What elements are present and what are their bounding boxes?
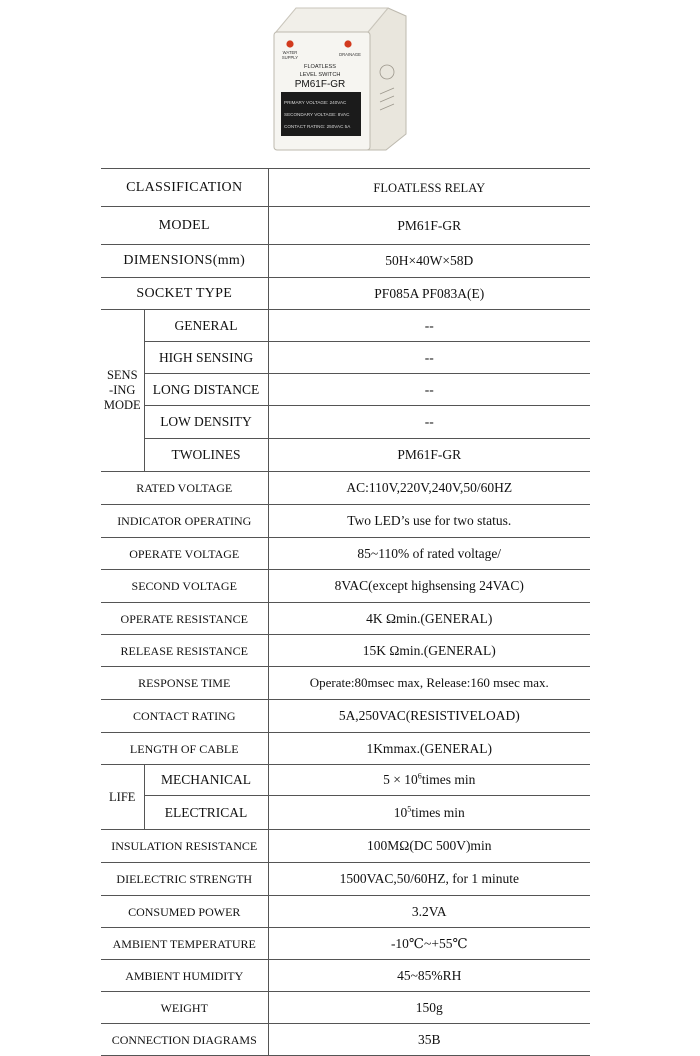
contact-rating-label: CONTACT RATING [101, 700, 268, 733]
led-left-label-1: WATER [282, 50, 298, 55]
product-spec-3: CONTACT RATING: 250VAC 5A [284, 124, 351, 129]
table-row [101, 667, 590, 700]
ambient-humidity-label: AMBIENT HUMIDITY [101, 960, 268, 992]
response-time-label: RESPONSE TIME [101, 667, 268, 700]
classification-value: FLOATLESS RELAY [268, 169, 590, 207]
table-row [101, 830, 590, 863]
led-right-label: DRAINAGE [339, 52, 361, 57]
dielectric-strength-value: 1500VAC,50/60HZ, for 1 minute [268, 863, 590, 896]
table-row [101, 245, 590, 278]
model-value: PM61F-GR [268, 207, 590, 245]
dimensions-label: DIMENSIONS(mm) [101, 245, 268, 278]
classification-label: CLASSIFICATION [101, 169, 268, 207]
table-row [101, 765, 590, 796]
operate-voltage-label: OPERATE VOLTAGE [101, 538, 268, 570]
contact-rating-value: 5A,250VAC(RESISTIVELOAD) [268, 700, 590, 733]
table-row [101, 505, 590, 538]
ambient-temperature-value: -10℃~+55℃ [268, 928, 590, 960]
sensing-mode-line-3: MODE [103, 398, 141, 412]
release-resistance-label: RELEASE RESISTANCE [101, 635, 268, 667]
operate-voltage-value: 85~110% of rated voltage/ [268, 538, 590, 570]
insulation-resistance-value: 100MΩ(DC 500V)min [268, 830, 590, 863]
table-row [101, 928, 590, 960]
operate-resistance-value: 4K Ωmin.(GENERAL) [268, 603, 590, 635]
product-spec-2: SECONDARY VOLTAGE: 8VAC [284, 112, 350, 117]
table-row [101, 863, 590, 896]
table-row [101, 896, 590, 928]
sensing-high-label: HIGH SENSING [144, 342, 268, 374]
connection-diagrams-value: 35B [268, 1024, 590, 1056]
cable-length-label: LENGTH OF CABLE [101, 733, 268, 765]
second-voltage-value: 8VAC(except highsensing 24VAC) [268, 570, 590, 603]
table-row [101, 635, 590, 667]
relay-product-image [268, 2, 412, 154]
sensing-low-density-value: -- [268, 406, 590, 439]
sensing-mode-line-2: -ING [109, 383, 136, 397]
dimensions-value: 50H×40W×58D [268, 245, 590, 278]
table-row [101, 960, 590, 992]
electrical-life-label: ELECTRICAL [144, 796, 268, 830]
insulation-resistance-label: INSULATION RESISTANCE [101, 830, 268, 863]
rated-voltage-label: RATED VOLTAGE [101, 472, 268, 505]
table-row [101, 733, 590, 765]
drainage-led-icon [344, 40, 351, 47]
table-row [101, 406, 590, 439]
sensing-general-label: GENERAL [144, 310, 268, 342]
operate-resistance-label: OPERATE RESISTANCE [101, 603, 268, 635]
table-row [101, 169, 590, 207]
table-row [101, 310, 590, 342]
water-supply-led-icon [286, 40, 293, 47]
product-title-1: FLOATLESS [304, 64, 336, 70]
table-row [101, 342, 590, 374]
product-model-label: PM61F-GR [294, 79, 346, 90]
sensing-mode-group-label [101, 310, 144, 472]
consumed-power-value: 3.2VA [268, 896, 590, 928]
sensing-long-distance-value: -- [268, 374, 590, 406]
table-row [101, 700, 590, 733]
sensing-mode-line-1: SENS [106, 368, 138, 382]
table-row [101, 1024, 590, 1056]
table-row [101, 374, 590, 406]
sensing-long-distance-label: LONG DISTANCE [144, 374, 268, 406]
table-row [101, 992, 590, 1024]
indicator-operating-label: INDICATOR OPERATING [101, 505, 268, 538]
weight-label: WEIGHT [101, 992, 268, 1024]
weight-value: 150g [268, 992, 590, 1024]
table-row [101, 603, 590, 635]
product-title-2: LEVEL SWITCH [299, 72, 341, 78]
dielectric-strength-label: DIELECTRIC STRENGTH [101, 863, 268, 896]
table-row [101, 207, 590, 245]
table-row [101, 538, 590, 570]
cable-length-value: 1Kmmax.(GENERAL) [268, 733, 590, 765]
product-spec-1: PRIMARY VOLTAGE: 240VAC [284, 100, 347, 105]
indicator-operating-value: Two LED’s use for two status. [268, 505, 590, 538]
mechanical-life-label: MECHANICAL [144, 765, 268, 796]
socket-type-label: SOCKET TYPE [101, 278, 268, 310]
sensing-high-value: -- [268, 342, 590, 374]
mechanical-life-value: $5 \times 10^6times$ min [268, 765, 590, 796]
rated-voltage-value: AC:110V,220V,240V,50/60HZ [268, 472, 590, 505]
sensing-twolines-value: PM61F-GR [268, 439, 590, 472]
second-voltage-label: SECOND VOLTAGE [101, 570, 268, 603]
release-resistance-value: 15K Ωmin.(GENERAL) [268, 635, 590, 667]
table-row [101, 278, 590, 310]
life-group-label: LIFE [101, 765, 144, 830]
led-left-label-2: SUPPLY [281, 55, 299, 60]
table-row [101, 796, 590, 830]
table-row [101, 472, 590, 505]
electrical-life-value: $10^5times$ min [268, 796, 590, 830]
table-row [101, 570, 590, 603]
connection-diagrams-label: CONNECTION DIAGRAMS [101, 1024, 268, 1056]
model-label: MODEL [101, 207, 268, 245]
consumed-power-label: CONSUMED POWER [101, 896, 268, 928]
ambient-humidity-value: 45~85%RH [268, 960, 590, 992]
sensing-twolines-label: TWOLINES [144, 439, 268, 472]
sensing-low-density-label: LOW DENSITY [144, 406, 268, 439]
socket-type-value: PF085A PF083A(E) [268, 278, 590, 310]
spec-table [101, 168, 590, 1056]
ambient-temperature-label: AMBIENT TEMPERATURE [101, 928, 268, 960]
response-time-value: Operate:80msec max, Release:160 msec max. [268, 667, 590, 700]
sensing-general-value: -- [268, 310, 590, 342]
table-row [101, 439, 590, 472]
